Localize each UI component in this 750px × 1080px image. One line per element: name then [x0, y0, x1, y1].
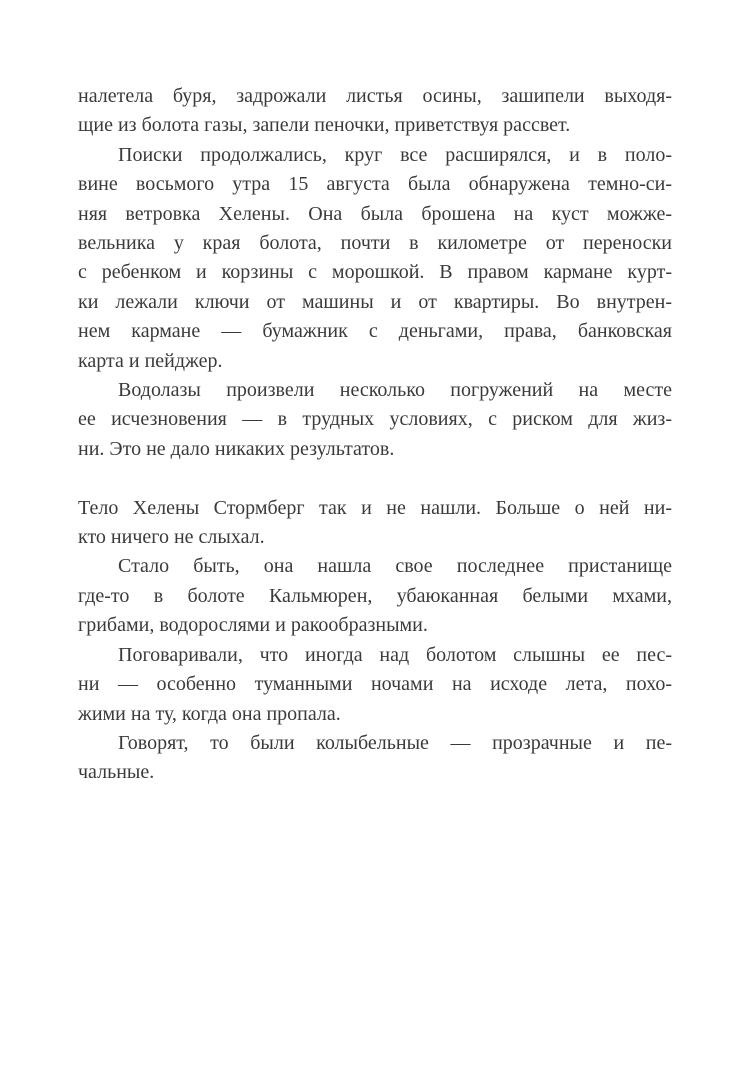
text-line: ее исчезновения — в трудных условиях, с риском для жиз- [78, 408, 672, 431]
text-line: вине восьмого утра 15 августа была обнаружена темно-си- [78, 173, 672, 196]
text-line: Стало быть, она нашла свое последнее пристанище [118, 555, 672, 578]
paragraph [78, 729, 672, 788]
text-line: Поговаривали, что иногда над болотом слышны ее пес- [118, 643, 672, 666]
paragraph [78, 494, 672, 553]
text-line: налетела буря, задрожали листья осины, зашипели выходя- [78, 85, 672, 107]
text-line: ни. Это не дало никаких результатов. [78, 437, 395, 460]
text-line: кто ничего не слыхал. [78, 526, 265, 549]
paragraph [78, 641, 672, 729]
text-line: Говорят, то были колыбельные — прозрачные и пе- [118, 731, 672, 754]
paragraph [78, 376, 672, 464]
text-line: няя ветровка Хелены. Она была брошена на куст можже- [78, 202, 672, 225]
text-line: ки лежали ключи от машины и от квартиры. Во внутрен- [78, 290, 672, 313]
text-line: грибами, водорослями и ракообразными. [78, 614, 428, 637]
text-line: Водолазы произвели несколько погружений на месте [118, 379, 672, 402]
text-line: чальные. [78, 761, 155, 784]
text-line: Поиски продолжались, круг все расширялся, и в поло- [118, 143, 672, 166]
text-line: карта и пейджер. [78, 349, 223, 372]
text-line: жими на ту, когда она пропала. [78, 702, 341, 725]
text-line: ни — особенно туманными ночами на исходе лета, похо- [78, 673, 672, 696]
text-line: где-то в болоте Кальмюрен, убаюканная белыми мхами, [78, 584, 672, 607]
text-line: щие из болота газы, запели пеночки, приветствуя рассвет. [78, 114, 571, 137]
text-line: Тело Хелены Стормберг так и не нашли. Больше о ней ни- [78, 496, 672, 519]
page-text [78, 82, 672, 788]
paragraph [78, 82, 672, 141]
paragraph [78, 141, 672, 376]
text-line: вельника у края болота, почти в километре от переноски [78, 232, 672, 255]
text-line: нем кармане — бумажник с деньгами, права, банковская [78, 320, 672, 343]
text-line: с ребенком и корзины с морошкой. В правом кармане курт- [78, 261, 672, 284]
paragraph [78, 552, 672, 640]
